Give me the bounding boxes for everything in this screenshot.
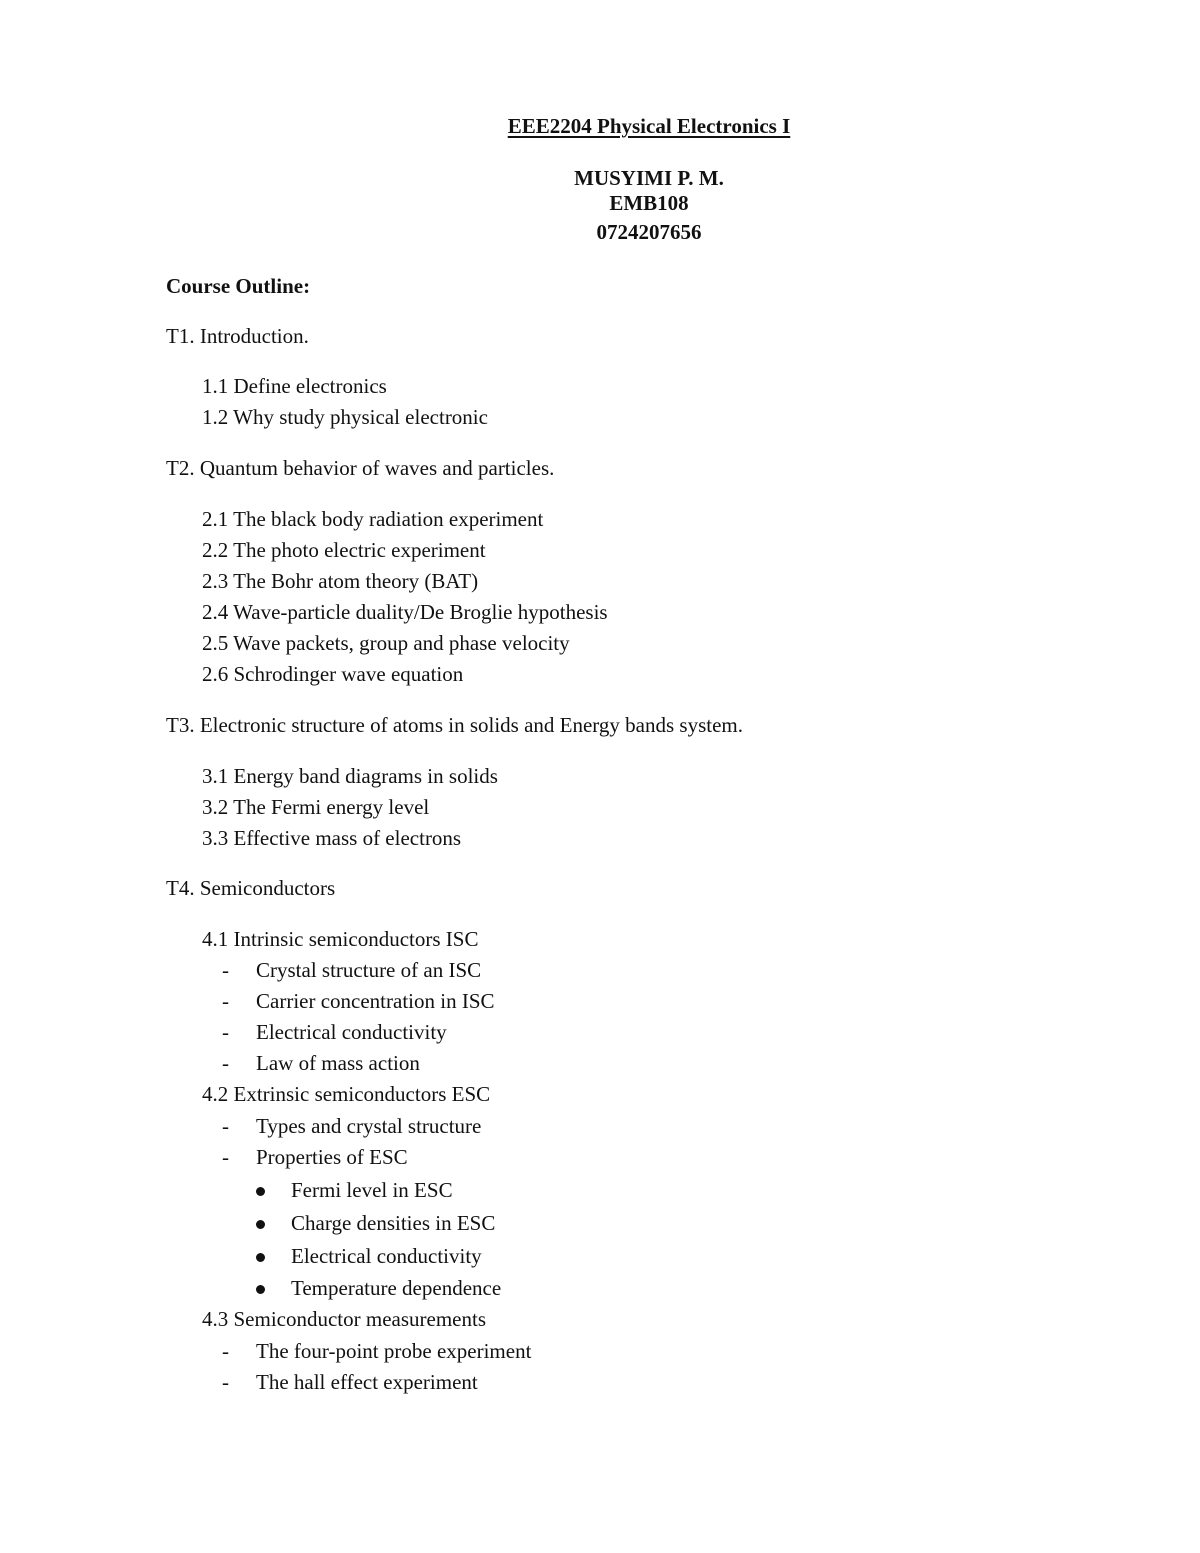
dash-marker: - — [222, 958, 229, 982]
list-item: 3.2 The Fermi energy level — [202, 795, 430, 819]
bullet-item-text: Fermi level in ESC — [291, 1178, 453, 1202]
list-item: 1.1 Define electronics — [202, 374, 387, 398]
dash-marker: - — [222, 989, 229, 1013]
list-item: 2.4 Wave-particle duality/De Broglie hypothesis — [202, 600, 608, 624]
dash-item-text: The hall effect experiment — [256, 1370, 478, 1394]
course-title: EEE2204 Physical Electronics I — [507, 114, 791, 138]
bullet-item-text: Charge densities in ESC — [291, 1211, 496, 1235]
list-item: 3.1 Energy band diagrams in solids — [202, 764, 498, 788]
topic-title: T2. Quantum behavior of waves and particles. — [166, 456, 555, 480]
list-item: 1.2 Why study physical electronic — [202, 405, 488, 429]
dash-marker: - — [222, 1020, 229, 1044]
dash-marker: - — [222, 1051, 229, 1075]
list-item: 2.6 Schrodinger wave equation — [202, 662, 464, 686]
list-item: 2.3 The Bohr atom theory (BAT) — [202, 569, 479, 593]
section-title: 4.3 Semiconductor measurements — [202, 1307, 487, 1331]
dash-item-text: Crystal structure of an ISC — [256, 958, 482, 982]
dash-marker: - — [222, 1114, 229, 1138]
dash-item-text: Carrier concentration in ISC — [256, 989, 495, 1013]
dash-marker: - — [222, 1370, 229, 1394]
dash-item-text: The four-point probe experiment — [256, 1339, 532, 1363]
list-item: 2.1 The black body radiation experiment — [202, 507, 544, 531]
section-title: 4.2 Extrinsic semiconductors ESC — [202, 1082, 491, 1106]
bullet-icon — [256, 1187, 265, 1196]
dash-item-text: Types and crystal structure — [256, 1114, 482, 1138]
lecturer-name: MUSYIMI P. M. — [574, 166, 724, 190]
dash-item-text: Law of mass action — [256, 1051, 420, 1075]
dash-marker: - — [222, 1145, 229, 1169]
topic-title: T4. Semiconductors — [166, 876, 336, 900]
bullet-icon — [256, 1220, 265, 1229]
bullet-icon — [256, 1285, 265, 1294]
office-number: EMB108 — [609, 191, 689, 215]
section-title: 4.1 Intrinsic semiconductors ISC — [202, 927, 479, 951]
bullet-icon — [256, 1253, 265, 1262]
list-item: 2.5 Wave packets, group and phase velocity — [202, 631, 570, 655]
topic-title: T3. Electronic structure of atoms in solids and Energy bands system. — [166, 713, 743, 737]
dash-item-text: Electrical conductivity — [256, 1020, 447, 1044]
list-item: 3.3 Effective mass of electrons — [202, 826, 462, 850]
bullet-item-text: Electrical conductivity — [291, 1244, 482, 1268]
topic-title: T1. Introduction. — [166, 324, 309, 348]
phone-number: 0724207656 — [596, 220, 702, 244]
dash-item-text: Properties of ESC — [256, 1145, 408, 1169]
course-outline-heading: Course Outline: — [166, 274, 311, 298]
bullet-item-text: Temperature dependence — [291, 1276, 502, 1300]
dash-marker: - — [222, 1339, 229, 1363]
list-item: 2.2 The photo electric experiment — [202, 538, 486, 562]
